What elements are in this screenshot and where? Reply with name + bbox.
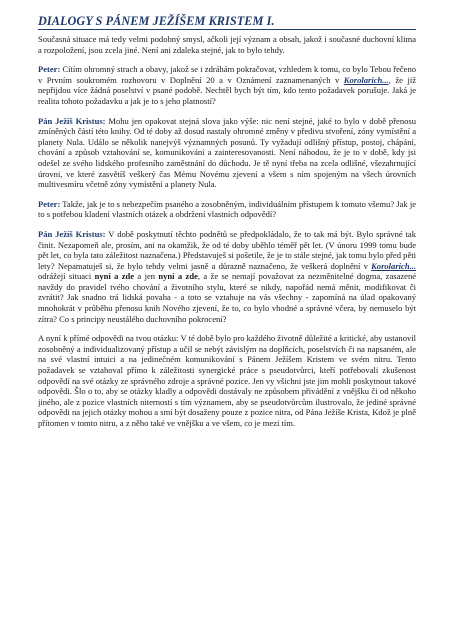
speaker-label: Peter:	[38, 198, 61, 209]
paragraph-text: A nyní k přímé odpovědi na tvou otázku: V té době bylo pro každého životně důležité a kritické, aby ustanovil zosobněný a individualizovaný přístup a učil se nebýt závislým na doplňcích, poselstvích či na napsaném, ale na své vlastní intuici a na jedinečném komunikování s Pánem Ježíšem Kristem ve svém nitru. Tento požadavek se vztahoval přímo k záležitosti synergické práce s pseudotvůrci, kteří potřebovali zkušenost odpovědí na své otázky ze správného zdroje a správné pozice. Jen vy všichni jste jim mohli poskytnout takové odpovědi. Šlo o to, aby se otázky kladly a odpovědi dostávaly ne způsobem přivádění z vnějšku či od někoho jiného, ale z pozice vlastních niterností s tím významem, aby se pseudotvůrcům ilustrovalo, že jediné správné odpovědi na jejich otázky mohou a smí být dosaženy pouze z pozice nitra, od Pána Ježíše Krista, Kdož je plně přítomen v tomto nitru, a z něho také ve vnějšku a ve všem, co je mezi tím.	[38, 333, 416, 428]
paragraph-jesus-2	[38, 229, 416, 324]
korolarich-reference: Korolarich...	[371, 260, 416, 271]
paragraph-text: a jen	[134, 271, 159, 282]
paragraph-text: Cítím ohromný strach a obavy, jakož se i zdráhám pokračovat, vzhledem k tomu, co bylo Tebou řečeno v Prvním soukromém rozhovoru v Doplnění 20 a v Oznámení zaznamenaných v	[38, 64, 416, 85]
emphasis-text: nyní a zde	[94, 271, 135, 282]
paragraph-text: odrážejí situaci	[38, 271, 95, 282]
paragraph-peter-2	[38, 199, 416, 220]
korolarich-reference: Korolarich...	[343, 74, 389, 85]
document-page	[38, 14, 416, 438]
paragraph-jesus-1	[38, 116, 416, 190]
document-title: DIALOGY S PÁNEM JEŽÍŠEM KRISTEM I.	[38, 14, 416, 30]
paragraph-text: Mohu jen opakovat stejná slova jako výše: nic není stejné, jaké to bylo v době přenosu zmíněných částí této knihy. Od té doby až dosud nastaly ohromné změny v předivu stvoření, zóny vymístění a planety Nula. Událo se několik nanejvýš významných posunů. Ty vyžadují odlišný přístup, postoj, chápání, chování a způsob vztahování se, komunikování a zainteresovanosti. Není náhodou, že je to v době, kdy jsi odešel ze svého lidského profesního zaměstnání do důchodu. Je tě nyní třeba na zcela odlišné, všezahrnující úrovni, ve které zasvětíš veškerý čas Mému Novému zjevení a všem s ním spojeným na všech úrovních multivesmíru včetně zóny vymístění a planety Nula.	[38, 115, 416, 190]
speaker-label: Pán Ježíš Kristus:	[38, 115, 106, 126]
paragraph-text: , že již nepřijdou více žádná poselství v psané podobě. Nechtěl bych být tím, kdo tento požadavek porušuje. Jaká je realita tohoto požadavku a jak je to s jeho platností?	[38, 74, 416, 106]
paragraph-intro	[38, 34, 416, 55]
paragraph-peter-1	[38, 64, 416, 106]
paragraph-text: Takže, jak je to s nebezpečím psaného a zosobněným, individuálním přístupem k tomuto všemu? Jak je to s potřebou kladení vlastních otázek a obdržení vlastních odpovědí?	[38, 198, 416, 220]
paragraph-answer	[38, 333, 416, 428]
paragraph-text: V době poskytnutí těchto podnětů se předpokládalo, že to tak má být. Bylo správné tak činit. Nezapomeň ale, prosím, ani na okamžik, že od té doby uběhlo téměř pět let. (V únoru 1999 tomu bude pět let, co byla tato záležitost naznačena.) Představuješ si pošetile, že je to stále stejné, jak tomu bylo před pěti lety? Nepamatuješ si, že bylo tehdy velmi jasně a důrazně naznačeno, že veškerá doplnění v	[38, 228, 416, 271]
paragraph-text: , a že se nemají považovat za nezměnitelné dogma, zasazené navždy do pravidel tvého chování a životního stylu, které se nikdy, napořád nemá měnit, modifikovat či zvrátit? Jak snadno trá lidská povaha - a toto se vztahuje na vás všechny - zapomíná na úlad opakovaný mnohokrát v průběhu přenosu knih Nového zjevení, že to, co bylo vhodné a správné včera, by nemuselo být zítra? Co s principy neustálého duchovního pokrocení?	[38, 271, 417, 324]
paragraph-text: Současná situace má tedy velmi podobný smysl, ačkoli její význam a obsah, jakož i současné duchovní klima a rozpoložení, jsou zcela jiné. Není ani zdaleka stejné, jak to bylo tehdy.	[38, 34, 416, 55]
emphasis-text: nyní a zde	[158, 271, 198, 282]
speaker-label: Peter:	[38, 64, 61, 75]
speaker-label: Pán Ježíš Kristus:	[38, 228, 106, 239]
